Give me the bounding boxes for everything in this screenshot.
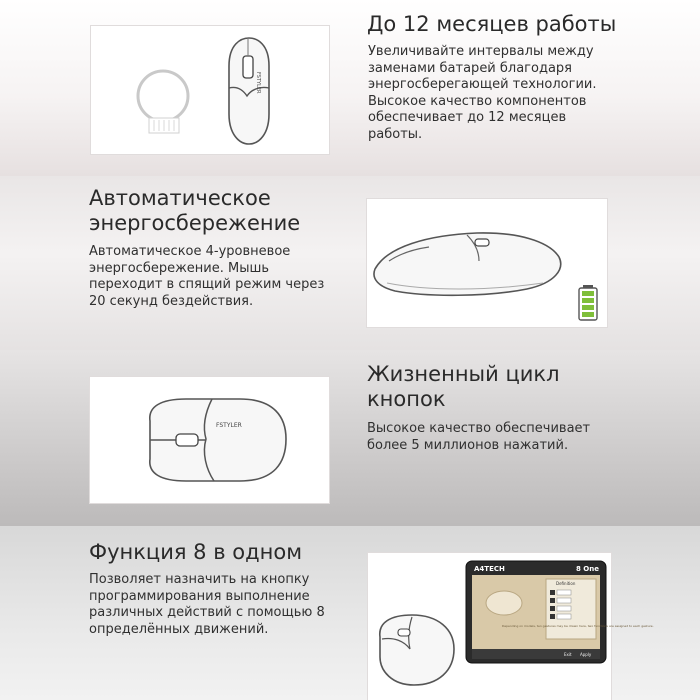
button-lifecycle-image [90,377,329,503]
battery-ring-icon [138,71,188,121]
mouse-logo: FSTYLER [255,72,261,94]
software-window [466,561,654,663]
software-brand-logo: A4TECH [474,565,505,573]
mouse-side-view [374,233,561,295]
battery-pack-icon [149,118,179,133]
software-product-logo: 8 One [576,565,599,573]
apply-button[interactable]: Apply [580,652,592,657]
power-saving-image [367,199,607,327]
exit-button[interactable]: Exit [564,652,572,657]
battery-life-image [91,26,329,154]
feature-auto-power-saving [0,176,700,350]
feature-description: Позволяет назначить на кнопку программирования выполнение различных действий с помощью 8 определённых движений. [89,572,325,637]
hint-text: Depending on models, ten gestures may be drawn here, two functions are assigned to each gesture. [502,624,654,628]
feature-title: Автоматическое энергосбережение [89,186,301,235]
mouse-top-view [229,38,269,144]
feature-description: Увеличивайте интервалы между заменами батарей благодаря энергосберегающей технологии. Высокое качество компонентов обеспечивает до 12 месяцев работы. [368,44,597,142]
software-screenshot-image [368,553,654,700]
feature-title: Функция 8 в одном [89,540,303,564]
mouse-perspective-view [380,615,454,685]
menu-title: Definition [556,581,576,586]
feature-title: Жизненный цикл кнопок [367,362,560,411]
feature-description: Автоматическое 4-уровневое энергосбережение. Мышь переходит в спящий режим через 20 секунд бездействия. [89,244,325,309]
feature-title: До 12 месяцев работы [367,12,617,36]
mouse-logo: FSTYLER [216,422,242,429]
feature-8-in-1 [0,526,700,700]
mouse-horizontal-view [150,399,286,481]
feature-battery-life [0,0,700,176]
feature-button-lifecycle [0,350,700,526]
feature-description: Высокое качество обеспечивает более 5 миллионов нажатий. [367,421,591,453]
battery-level-icon [579,285,597,320]
